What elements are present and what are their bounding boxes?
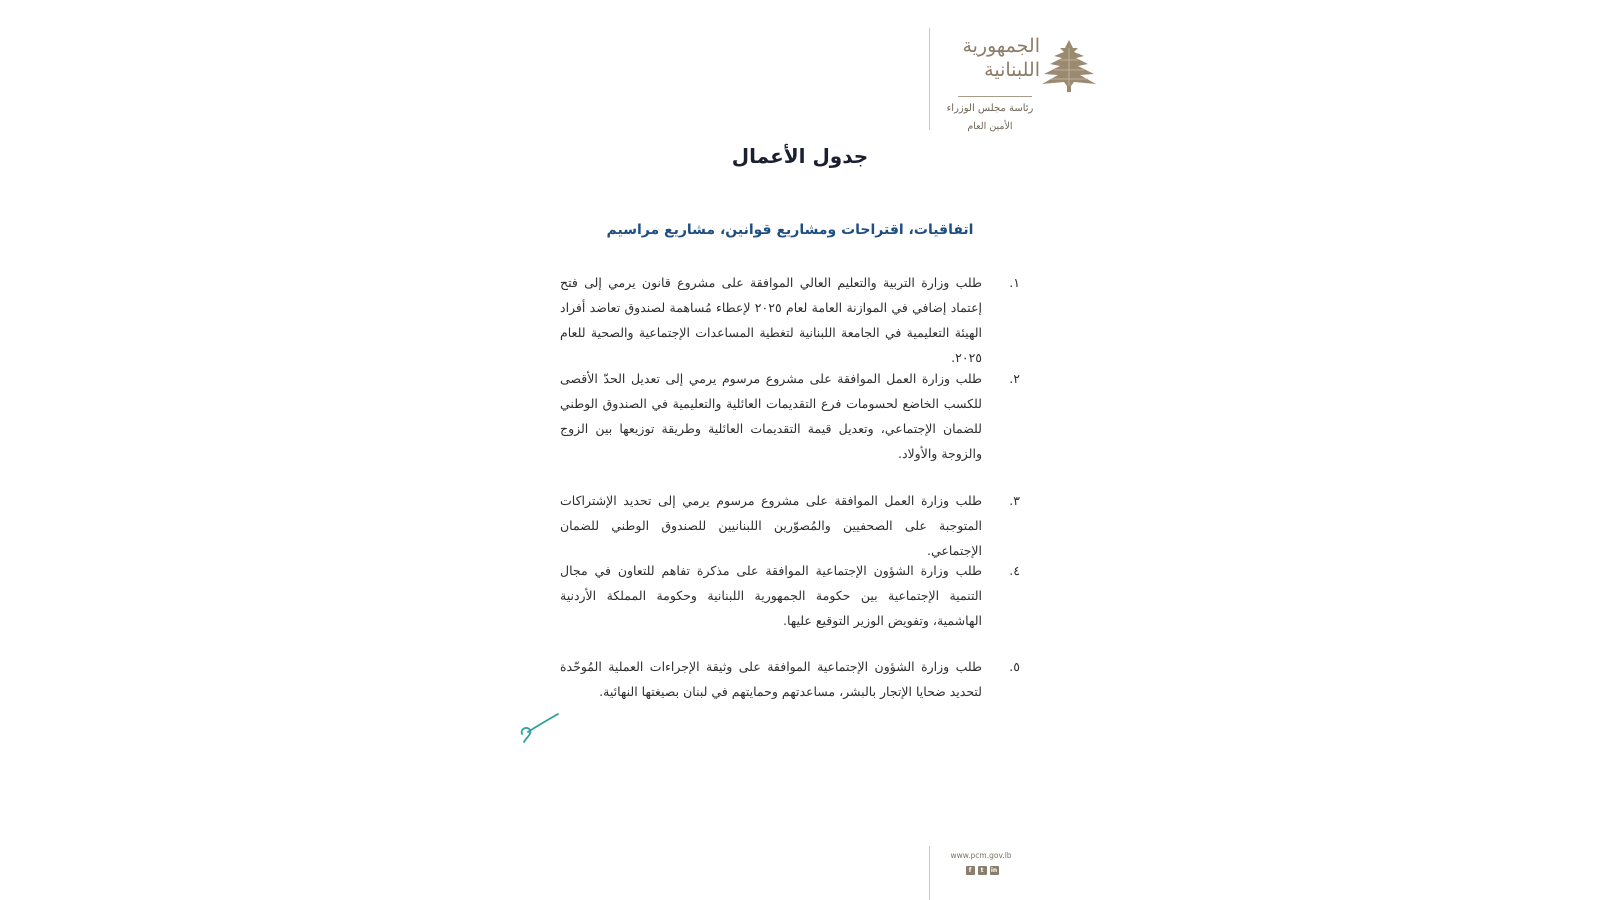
letterhead-country-name: الجمهورية اللبنانية — [962, 35, 1040, 81]
agenda-item-text: طلب وزارة العمل الموافقة على مشروع مرسوم يرمي إلى تحديد الإشتراكات المتوجبة على الصحفيين والمُصوّرين اللبنانيين للصندوق الوطني للضمان الإجتماعي. — [560, 493, 982, 558]
agenda-item — [560, 270, 1020, 370]
document-title: جدول الأعمال — [731, 144, 869, 168]
agenda-item — [560, 654, 1020, 704]
letterhead-rule — [958, 96, 1032, 97]
twitter-icon[interactable]: t — [978, 866, 987, 875]
section-title: اتفاقيات، اقتراحات ومشاريع قوانين، مشاريع مراسيم — [606, 222, 974, 238]
agenda-item-text: طلب وزارة الشؤون الإجتماعية الموافقة على مذكرة تفاهم للتعاون في مجال التنمية الإجتماعية بين حكومة الجمهورية اللبنانية وحكومة المملكة الأردنية الهاشمية، وتفويض الوزير التوقيع عليها. — [560, 563, 982, 628]
agenda-item — [560, 366, 1020, 466]
cedar-tree-icon — [1040, 38, 1098, 94]
agenda-item-text: طلب وزارة الشؤون الإجتماعية الموافقة على وثيقة الإجراءات العملية المُوحّدة لتحديد ضحايا الإتجار بالبشر، مساعدتهم وحمايتهم في لبنان بصيغتها النهائية. — [560, 659, 982, 699]
footer-divider — [929, 846, 930, 900]
linkedin-icon[interactable]: in — [990, 867, 998, 874]
agenda-item-number: ٣. — [1009, 493, 1020, 508]
agenda-item-number: ٢. — [1009, 371, 1020, 386]
agenda-item-number: ٤. — [1009, 563, 1020, 578]
agenda-item-text: طلب وزارة التربية والتعليم العالي الموافقة على مشروع قانون يرمي إلى فتح إعتماد إضافي في الموازنة العامة لعام ٢٠٢٥ لإعطاء مُساهمة لصندوق تعاضد أفراد الهيئة التعليمية في الجامعة اللبنانية لتغطية المساعدات الإجتماعية والصحية للعام ٢٠٢٥. — [560, 275, 982, 365]
facebook-icon[interactable]: f — [966, 866, 975, 875]
agenda-item-number: ١. — [1009, 275, 1020, 290]
agenda-item — [560, 488, 1020, 563]
letterhead-office: الأمين العام — [967, 121, 1013, 132]
letterhead-divider — [929, 28, 930, 130]
agenda-item — [560, 558, 1020, 633]
agenda-item-number: ٥. — [1009, 659, 1020, 674]
footer-website-link[interactable]: www.pcm.gov.lb — [950, 851, 1012, 860]
social-icons — [962, 866, 1002, 876]
agenda-item-text: طلب وزارة العمل الموافقة على مشروع مرسوم يرمي إلى تعديل الحدّ الأقصى للكسب الخاضع لحسومات فرع التقديمات العائلية والتعليمية في الصندوق الوطني للضمان الإجتماعي، وتعديل قيمة التقديمات العائلية وطريقة توزيعها بين الزوج والزوجة والأولاد. — [560, 371, 982, 461]
letterhead-department: رئاسة مجلس الوزراء — [946, 103, 1034, 114]
handwritten-signature-icon — [518, 712, 562, 744]
